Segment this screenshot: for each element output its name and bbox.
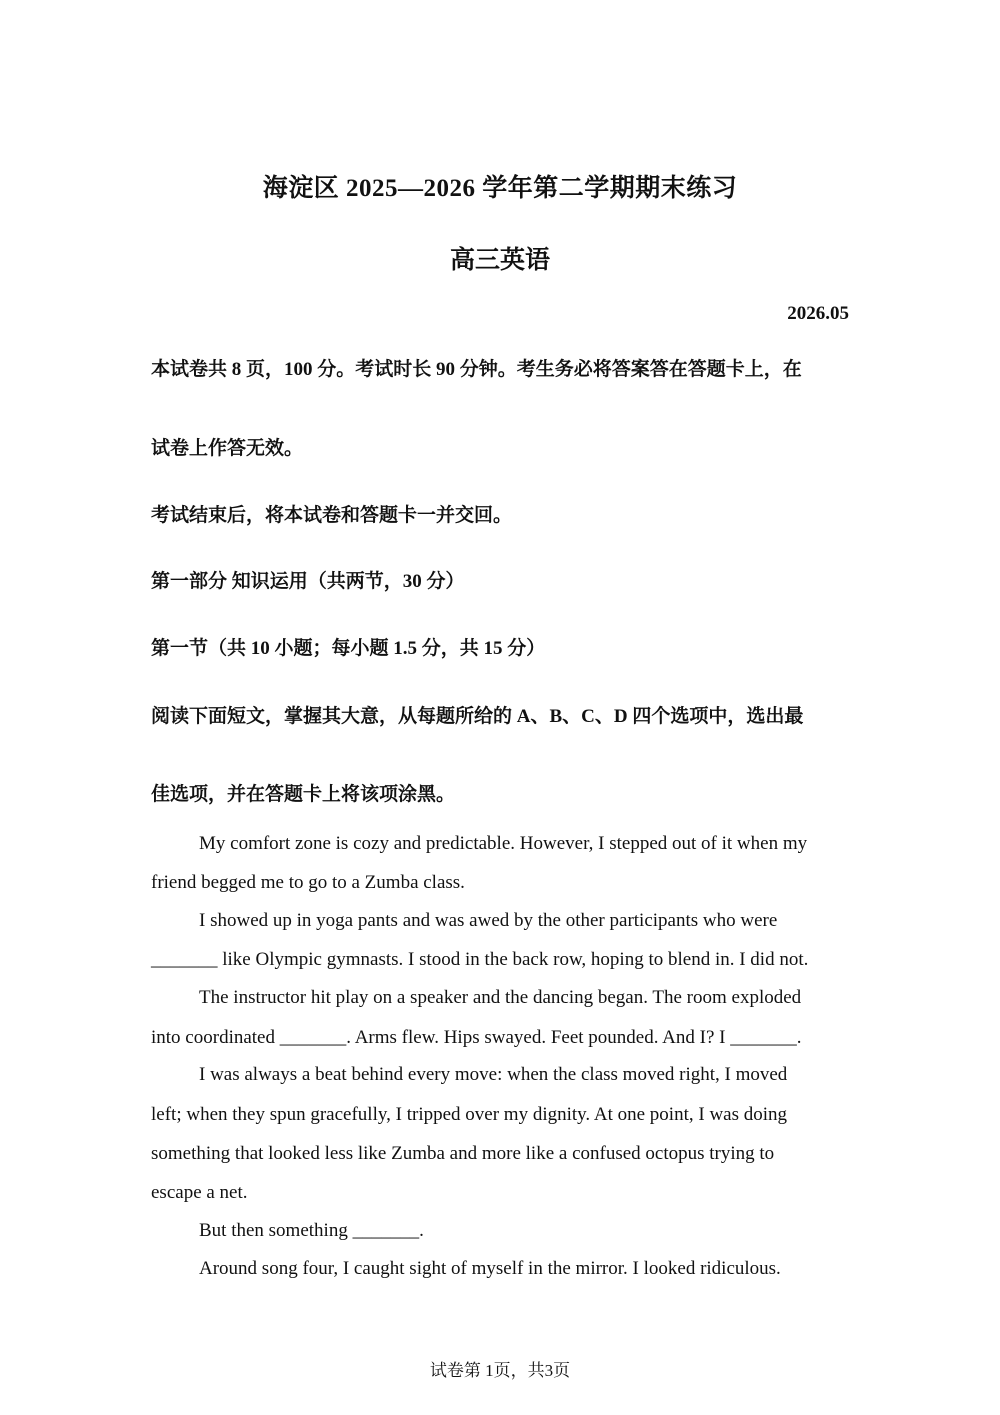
passage-line: left; when they spun gracefully, I tripped over my dignity. At one point, I was doing bbox=[151, 1104, 788, 1125]
passage-line: escape a net. bbox=[151, 1182, 248, 1203]
passage-line: I was always a beat behind every move: when the class moved right, I moved bbox=[199, 1064, 788, 1085]
passage-line: friend begged me to go to a Zumba class. bbox=[151, 872, 465, 893]
passage-line: into coordinated _______. Arms flew. Hips swayed. Feet pounded. And I? I _______. bbox=[151, 1027, 802, 1048]
directions-line-1: 阅读下面短文，掌握其大意，从每题所给的 A、B、C、D 四个选项中，选出最 bbox=[151, 706, 804, 727]
passage-line: I showed up in yoga pants and was awed by the other participants who were bbox=[199, 910, 778, 931]
instruction-line-3: 考试结束后，将本试卷和答题卡一并交回。 bbox=[151, 505, 513, 526]
passage-line: The instructor hit play on a speaker and the dancing began. The room exploded bbox=[199, 987, 802, 1008]
passage-line: something that looked less like Zumba and more like a confused octopus trying to bbox=[151, 1143, 775, 1164]
passage-line: Around song four, I caught sight of myself in the mirror. I looked ridiculous. bbox=[199, 1258, 781, 1279]
passage-line: _______ like Olympic gymnasts. I stood in the back row, hoping to blend in. I did not. bbox=[151, 949, 809, 970]
passage-line: But then something _______. bbox=[199, 1220, 424, 1241]
page-footer: 试卷第 1页，共3页 bbox=[429, 1361, 571, 1380]
directions-line-2: 佳选项，并在答题卡上将该项涂黑。 bbox=[151, 784, 456, 805]
subsection-heading: 第一节（共 10 小题；每小题 1.5 分，共 15 分） bbox=[151, 638, 546, 659]
instruction-line-2: 试卷上作答无效。 bbox=[151, 438, 304, 459]
passage-line: My comfort zone is cozy and predictable. However, I stepped out of it when my bbox=[199, 833, 808, 854]
exam-title: 海淀区 2025—2026 学年第二学期期末练习 bbox=[262, 175, 738, 202]
part-heading: 第一部分 知识运用（共两节，30 分） bbox=[151, 571, 465, 592]
instruction-line-1: 本试卷共 8 页，100 分。考试时长 90 分钟。考生务必将答案答在答题卡上，在 bbox=[151, 359, 802, 380]
exam-subject: 高三英语 bbox=[449, 247, 550, 274]
exam-date: 2026.05 bbox=[787, 303, 849, 324]
